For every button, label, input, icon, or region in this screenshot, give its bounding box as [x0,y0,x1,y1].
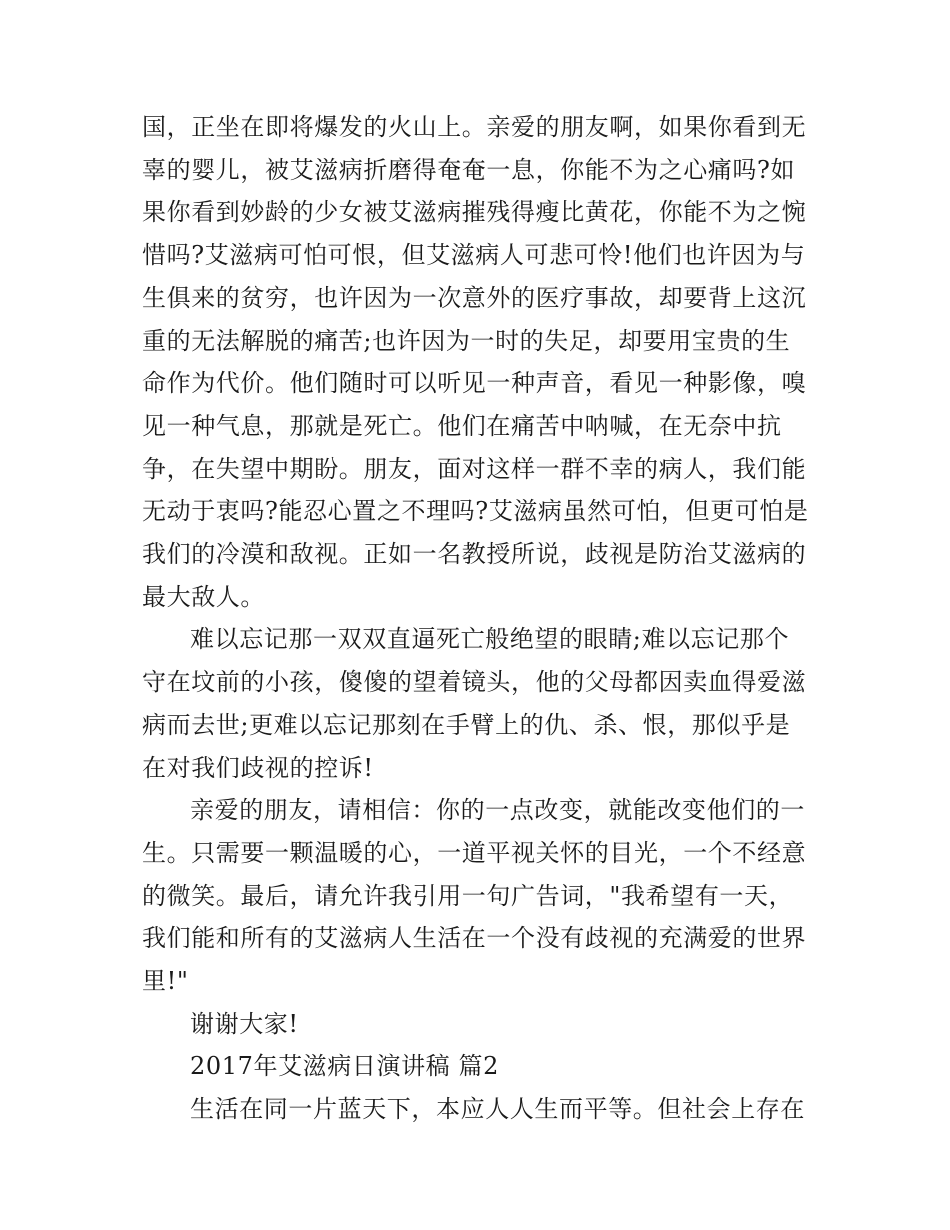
paragraph-opening: 生活在同一片蓝天下，本应人人生而平等。但社会上存在 [190,1095,805,1124]
paragraph-thanks: 谢谢大家! [190,1009,299,1038]
section-heading: 2017年艾滋病日演讲稿 篇2 [190,1052,499,1081]
paragraph-continuation: 国，正坐在即将爆发的火山上。亲爱的朋友啊，如果你看到无辜的婴儿，被艾滋病折磨得奄奄一息，你能不为之心痛吗?如果你看到妙龄的少女被艾滋病摧残得瘦比黄花，你能不为之惋惜吗?艾滋病可怕可恨，但艾滋病人可悲可怜!他们也许因为与生俱来的贫穷，也许因为一次意外的医疗事故，却要背上这沉重的无法解脱的痛苦;也许因为一时的失足，却要用宝贵的生命作为代价。他们随时可以听见一种声音，看见一种影像，嗅见一种气息，那就是死亡。他们在痛苦中呐喊，在无奈中抗争，在失望中期盼。朋友，面对这样一群不幸的病人，我们能无动于衷吗?能忍心置之不理吗?艾滋病虽然可怕，但更可怕是我们的冷漠和敌视。正如一名教授所说，歧视是防治艾滋病的最大敌人。 [142,113,809,611]
document-body [142,106,812,1131]
paragraph-unforgettable: 难以忘记那一双双直逼死亡般绝望的眼睛;难以忘记那个守在坟前的小孩，傻傻的望着镜头，他的父母都因卖血得爱滋病而去世;更难以忘记那刻在手臂上的仇、杀、恨，那似乎是在对我们歧视的控诉! [142,625,807,782]
paragraph-closing-appeal: 亲爱的朋友，请相信：你的一点改变，就能改变他们的一生。只需要一颗温暖的心，一道平视关怀的目光，一个不经意的微笑。最后，请允许我引用一句广告词，"我希望有一天，我们能和所有的艾滋病人生活在一个没有歧视的充满爱的世界里!" [142,796,807,996]
